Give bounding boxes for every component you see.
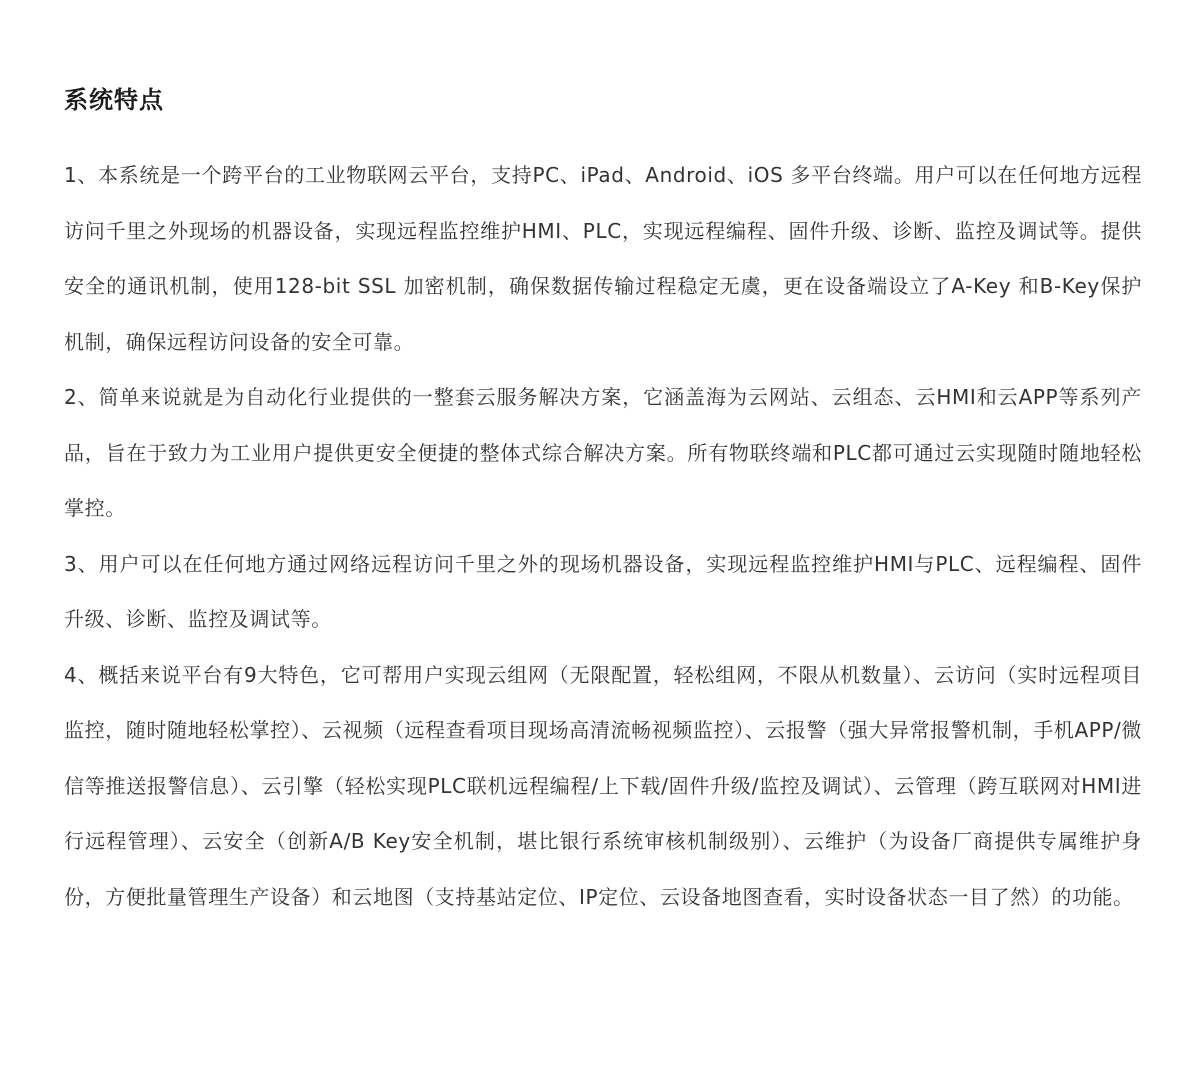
content-area xyxy=(64,82,1142,925)
feature-paragraph-3: 3、用户可以在任何地方通过网络远程访问千里之外的现场机器设备，实现远程监控维护HMI与PLC、远程编程、固件升级、诊断、监控及调试等。 xyxy=(64,551,1142,631)
section-title: 系统特点 xyxy=(64,86,164,114)
feature-paragraph-2: 2、简单来说就是为自动化行业提供的一整套云服务解决方案，它涵盖海为云网站、云组态、云HMI和云APP等系列产品，旨在于致力为工业用户提供更安全便捷的整体式综合解决方案。所有物联终端和PLC都可通过云实现随时随地轻松掌控。 xyxy=(64,385,1142,520)
feature-paragraph-4: 4、概括来说平台有9大特色，它可帮用户实现云组网（无限配置，轻松组网，不限从机数量）、云访问（实时远程项目监控，随时随地轻松掌控）、云视频（远程查看项目现场高清流畅视频监控）、云报警（强大异常报警机制，手机APP/微信等推送报警信息）、云引擎（轻松实现PLC联机远程编程/上下载/固件升级/监控及调试）、云管理（跨互联网对HMI进行远程管理）、云安全（创新A/B Key安全机制，堪比银行系统审核机制级别）、云维护（为设备厂商提供专属维护身份，方便批量管理生产设备）和云地图（支持基站定位、IP定位、云设备地图查看，实时设备状态一目了然）的功能。 xyxy=(64,662,1142,909)
feature-paragraph-1: 1、本系统是一个跨平台的工业物联网云平台，支持PC、iPad、Android、iOS 多平台终端。用户可以在任何地方远程访问千里之外现场的机器设备，实现远程监控维护HMI、PLC，实现远程编程、固件升级、诊断、监控及调试等。提供安全的通讯机制，使用128-bit SSL 加密机制，确保数据传输过程稳定无虞，更在设备端设立了A-Key 和B-Key保护机制，确保远程访问设备的安全可靠。 xyxy=(64,163,1142,354)
